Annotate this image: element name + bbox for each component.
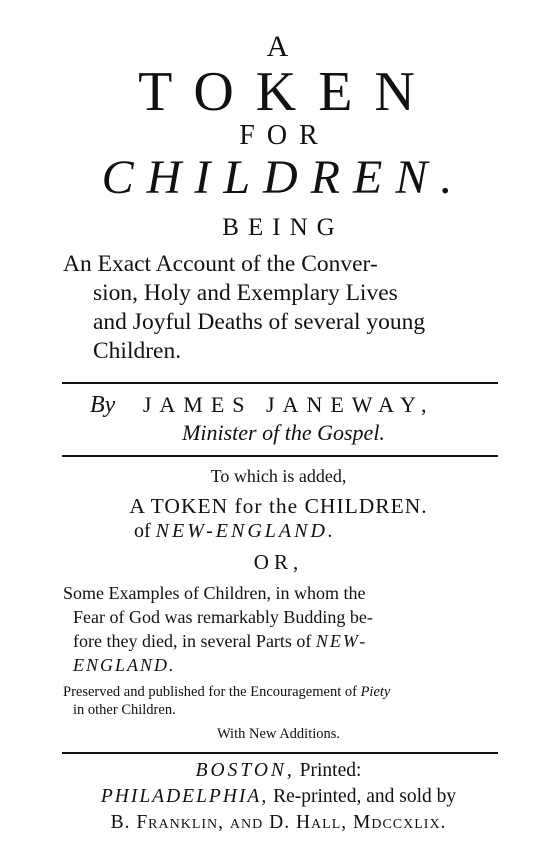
preserved-line-1-piety: Piety	[360, 684, 391, 700]
title-article: A	[266, 30, 291, 63]
examples-line-4-place: ENGLAND.	[73, 655, 176, 675]
preserved-line-1-text: Preserved and published for the Encouragement of	[63, 684, 357, 700]
imprint-boston: BOSTON,	[195, 760, 295, 781]
imprint-printers: B. Franklin, and D. Hall, Mdccxlix.	[110, 812, 447, 833]
divider-rule	[62, 455, 498, 457]
addition-new-england-line	[134, 520, 336, 543]
examples-line-2: Fear of God was remarkably Budding be-	[73, 607, 373, 627]
imprint-reprinted: Re-printed, and sold by	[273, 786, 457, 807]
title-children: CHILDREN.	[101, 151, 466, 204]
addition-of: of	[134, 520, 151, 542]
examples-line-3-text: fore they died, in several Parts of	[73, 631, 312, 651]
divider-rule	[62, 752, 498, 754]
author-by: By	[90, 392, 116, 418]
new-additions-note: With New Additions.	[216, 726, 341, 742]
description-line-4: Children.	[93, 338, 182, 364]
addition-intro: To which is added,	[210, 466, 347, 486]
author-line	[90, 392, 435, 419]
title-for: FOR	[239, 120, 330, 151]
examples-line-4	[73, 654, 176, 677]
addition-token-line: A TOKEN for the CHILDREN.	[129, 494, 428, 518]
preserved-line-2: in other Children.	[73, 702, 176, 718]
author-name: JAMES JANEWAY,	[142, 392, 435, 417]
addition-new-england: NEW-ENGLAND.	[155, 520, 336, 542]
examples-line-3	[73, 630, 367, 653]
imprint-boston-line	[0, 760, 557, 782]
imprint-philadelphia: PHILADELPHIA,	[100, 786, 269, 807]
title-being: BEING	[222, 214, 344, 241]
divider-rule	[62, 382, 498, 384]
description-line-2: sion, Holy and Exemplary Lives	[93, 280, 398, 306]
examples-line-1: Some Examples of Children, in whom the	[63, 583, 366, 603]
imprint-printed: Printed:	[299, 760, 362, 781]
title-token: TOKEN	[138, 61, 437, 123]
preserved-line-1	[63, 684, 390, 701]
addition-or: OR,	[253, 550, 304, 574]
author-role: Minister of the Gospel.	[182, 420, 385, 445]
imprint-philadelphia-line	[0, 786, 557, 808]
examples-line-3-place: NEW-	[315, 631, 368, 651]
description-line-1: An Exact Account of the Conver-	[63, 251, 378, 277]
description-line-3: and Joyful Deaths of several young	[93, 309, 426, 335]
